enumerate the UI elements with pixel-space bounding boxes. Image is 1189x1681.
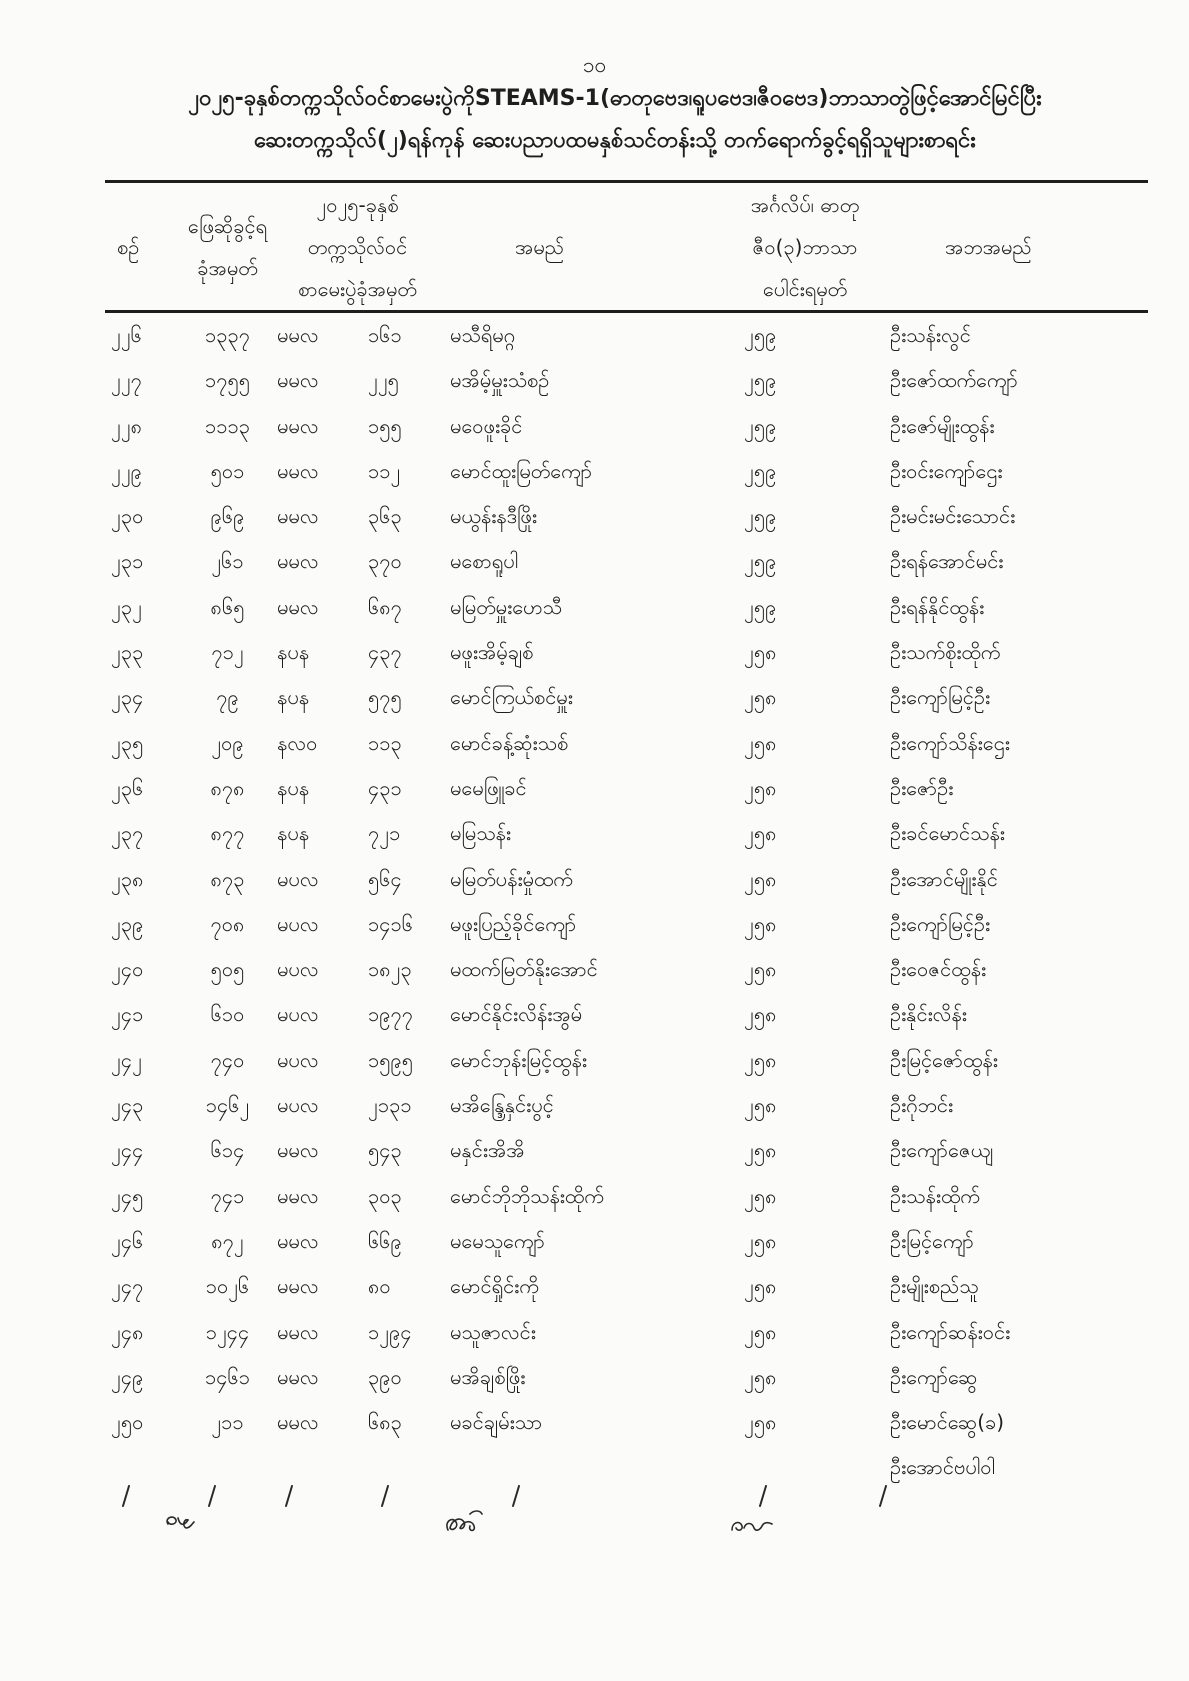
row-exam-center-code: မပလ <box>277 1002 319 1027</box>
header-serial-number-label: စဉ် <box>117 234 140 259</box>
row-serial-number: ၂၃၁ <box>111 549 144 574</box>
row-father-name: ဦးဝင်းကျော်ဌေး <box>890 458 1003 483</box>
row-roll-number: ၈၆၅ <box>210 594 245 619</box>
row-exam-center-code: မမလ <box>277 458 319 483</box>
row-exam-seat-number: ၈၀ <box>368 1274 391 1299</box>
row-exam-center-code: မပလ <box>277 1093 319 1118</box>
row-father-name: ဦးမင်းမင်းသောင်း <box>890 504 1016 529</box>
row-roll-number: ၂၀၉ <box>211 730 244 755</box>
row-total-score: ၂၅၈ <box>744 1138 777 1163</box>
row-exam-seat-number: ၅၄၃ <box>368 1138 402 1163</box>
table-row <box>105 585 1148 630</box>
row-exam-center-code: မမလ <box>277 323 319 347</box>
row-student-name: မမေသူကျော် <box>450 1228 545 1253</box>
row-exam-seat-number: ၁၅၅ <box>368 413 402 438</box>
row-father-name: ဦးဇော်ထက်ကျော် <box>890 368 1018 393</box>
row-total-score: ၂၅၈ <box>744 866 777 891</box>
row-student-name: မသီရိမဂ္ဂ <box>450 323 516 347</box>
row-roll-number: ၅၀၁ <box>210 458 245 483</box>
row-student-name: မောင်ကြယ်စင်မှူး <box>450 685 573 710</box>
row-serial-number: ၂၄၀ <box>111 957 144 982</box>
row-student-name: မဝေဖူးခိုင် <box>450 413 523 438</box>
row-exam-center-code: မမလ <box>277 594 319 619</box>
table-row <box>105 947 1148 992</box>
table-body <box>105 313 1148 1490</box>
header-serial-number <box>105 183 180 310</box>
row-father-name: ဦးကျော်ဇေယျ <box>890 1138 994 1163</box>
table-row <box>105 1219 1148 1264</box>
row-father-name: ဦးမြင့်ကျော် <box>890 1228 974 1253</box>
page-number: ၁၀ <box>582 53 607 77</box>
row-serial-number: ၂၄၇ <box>111 1274 144 1299</box>
header-exam-seat-number <box>275 183 440 310</box>
row-father-alias-line: ဦးအောင်ဗပါဝါ <box>890 1455 995 1480</box>
row-roll-number: ၇၁၂ <box>211 640 244 665</box>
row-exam-seat-number: ၁၄၁၆ <box>368 911 413 936</box>
row-student-name: မမေဖြူခင် <box>450 775 527 800</box>
header-total-score-line: ပေါင်းရမှတ် <box>762 276 848 301</box>
document-title-line-2: ဆေးတက္ကသိုလ်(၂)ရန်ကုန် ဆေးပညာပထမနှစ်သင်တန်းသို့ တက်ရောက်ခွင့်ရရှိသူများစာရင်း <box>254 128 976 153</box>
table-row <box>105 1174 1148 1219</box>
row-exam-seat-number: ၁၈၂၃ <box>368 957 412 982</box>
row-exam-seat-number: ၆၈၃ <box>368 1410 402 1435</box>
header-total-score <box>730 183 880 310</box>
row-roll-number: ၈၇၇ <box>210 821 245 846</box>
row-serial-number: ၂၅၀ <box>111 1410 144 1435</box>
row-serial-number: ၂၄၄ <box>111 1138 144 1163</box>
row-total-score: ၂၅၈ <box>744 1183 777 1208</box>
row-father-name: ဦးသန်းထိုက် <box>890 1183 980 1208</box>
row-exam-seat-number: ၆၆၉ <box>368 1228 402 1253</box>
row-serial-number: ၂၂၈ <box>111 413 143 438</box>
row-father-name <box>880 1400 1148 1490</box>
row-student-name: မခင်ချမ်းသာ <box>450 1410 543 1435</box>
row-exam-center-code: နပန <box>277 775 310 800</box>
table-row <box>105 539 1148 584</box>
row-serial-number: ၂၂၉ <box>111 458 142 483</box>
row-serial-number: ၂၂၇ <box>111 368 142 393</box>
row-student-name: မောင်ရှိုင်းကို <box>450 1274 539 1299</box>
table-row <box>105 1038 1148 1083</box>
row-exam-seat-number: ၁၅၉၅ <box>368 1047 413 1072</box>
row-student-name: မထက်မြတ်နိုးအောင် <box>450 957 598 982</box>
table-row <box>105 721 1148 766</box>
row-father-name: ဦးကျော်ဆွေ <box>890 1364 978 1389</box>
row-exam-seat-number: ၁၉၇၇ <box>368 1002 413 1027</box>
row-exam-seat-number: ၅၆၄ <box>368 866 402 891</box>
table-row <box>105 1355 1148 1400</box>
row-student-name: မောင်နိုင်းလိန်းအွမ် <box>450 1002 583 1027</box>
table-row <box>105 675 1148 720</box>
row-exam-seat-number: ၁၁၃ <box>368 730 402 755</box>
row-serial-number: ၂၄၈ <box>111 1319 144 1344</box>
row-exam-center-code: မပလ <box>277 957 319 982</box>
row-roll-number: ၆၁၄ <box>210 1138 245 1163</box>
row-exam-center-code: မပလ <box>277 866 319 891</box>
row-serial-number: ၂၂၆ <box>111 323 142 347</box>
row-father-name: ဦးဇော်မျိုးထွန်း <box>890 413 995 438</box>
row-serial-number: ၂၄၂ <box>111 1047 142 1072</box>
row-student-name: မအိန္ဒြေနှင်းပွင့် <box>450 1093 554 1118</box>
row-student-name: မောင်ဘုန်းမြင့်ထွန်း <box>450 1047 587 1072</box>
row-roll-number: ၁၄၆၂ <box>205 1093 250 1118</box>
table-row <box>105 358 1148 403</box>
row-total-score: ၂၅၈ <box>744 1228 777 1253</box>
row-roll-number: ၇၀၈ <box>210 911 245 936</box>
row-roll-number: ၂၁၁ <box>211 1410 244 1435</box>
table-row <box>105 1310 1148 1355</box>
row-exam-seat-number: ၃၆၃ <box>368 504 402 529</box>
handwritten-signature <box>447 1511 482 1531</box>
row-total-score: ၂၅၈ <box>744 821 777 846</box>
header-exam-seat-line: ၂၀၂၅-ခုနှစ် <box>316 192 399 217</box>
row-student-name: မသူဇာလင်း <box>450 1319 536 1344</box>
row-roll-number: ၆၁၀ <box>210 1002 245 1027</box>
table-row <box>105 313 1148 358</box>
row-serial-number: ၂၃၃ <box>111 640 144 665</box>
header-total-score-line: အင်္ဂလိပ်၊ ဓာတု <box>750 192 860 217</box>
row-exam-seat-number: ၁၆၁ <box>368 323 402 347</box>
row-father-name: ဦးဝေဇင်ထွန်း <box>890 957 987 982</box>
row-serial-number: ၂၄၆ <box>111 1228 144 1253</box>
table-row <box>105 1264 1148 1309</box>
row-exam-seat-number: ၃၇၀ <box>368 549 402 574</box>
header-exam-seat-line: တက္ကသိုလ်ဝင် <box>307 234 408 259</box>
row-total-score: ၂၅၈ <box>744 1319 777 1344</box>
row-total-score: ၂၅၉ <box>744 594 777 619</box>
row-total-score: ၂၅၈ <box>744 1047 777 1072</box>
row-total-score: ၂၅၈ <box>744 1002 777 1027</box>
row-roll-number: ၇၉ <box>216 685 239 710</box>
header-roll-number-line: ခုံအမှတ် <box>197 255 258 280</box>
table-row <box>105 404 1148 449</box>
row-exam-seat-number: ၁၁၂ <box>368 458 401 483</box>
check-mark-slash <box>209 1486 215 1506</box>
row-exam-center-code: နပန <box>277 640 310 665</box>
row-roll-number: ၁၃၃၇ <box>205 323 250 347</box>
signature-marks <box>0 1478 1189 1558</box>
table-row <box>105 449 1148 494</box>
row-father-name: ဦးအောင်မျိုးနိုင် <box>890 866 998 891</box>
row-father-name: ဦးကျော်မြင့်ဦး <box>890 911 991 936</box>
table-header <box>105 180 1148 313</box>
row-serial-number: ၂၃၆ <box>111 775 144 800</box>
table-row <box>105 992 1148 1037</box>
header-name <box>440 183 730 310</box>
row-serial-number: ၂၃၇ <box>111 821 144 846</box>
row-serial-number: ၂၄၅ <box>111 1183 144 1208</box>
table-row <box>105 1400 1148 1490</box>
row-serial-number: ၂၄၃ <box>111 1093 144 1118</box>
row-exam-seat-number: ၄၃၇ <box>368 640 402 665</box>
check-mark-slash <box>286 1486 292 1506</box>
row-roll-number: ၅၀၅ <box>210 957 245 982</box>
row-student-name: မောင်ဘိုဘိုသန်းထိုက် <box>450 1183 604 1208</box>
table-row <box>105 902 1148 947</box>
row-father-name: ဦးဂိုဘင်း <box>890 1093 954 1118</box>
row-father-name: ဦးမျိုးစည်သူ <box>890 1274 979 1299</box>
row-father-name: ဦးသက်စိုးထိုက် <box>890 640 1001 665</box>
row-serial-number: ၂၄၉ <box>111 1364 144 1389</box>
row-total-score: ၂၅၈ <box>744 775 777 800</box>
row-serial-number: ၂၄၁ <box>111 1002 144 1027</box>
row-exam-center-code: မမလ <box>277 1410 319 1435</box>
table-row <box>105 630 1148 675</box>
row-exam-center-code: နလဝ <box>277 730 318 755</box>
row-roll-number: ၁၀၂၆ <box>205 1274 250 1299</box>
row-roll-number: ၈၇၂ <box>211 1228 244 1253</box>
row-total-score: ၂၅၈ <box>744 685 777 710</box>
row-exam-center-code: နပန <box>277 821 310 846</box>
row-student-name: မအိချစ်ဖြိုး <box>450 1364 526 1389</box>
row-exam-center-code: နပန <box>277 685 310 710</box>
row-total-score: ၂၅၈ <box>744 730 777 755</box>
row-exam-center-code: မမလ <box>277 368 319 393</box>
row-exam-seat-number: ၁၂၉၄ <box>368 1319 412 1344</box>
row-total-score: ၂၅၉ <box>744 458 777 483</box>
table-row <box>105 766 1148 811</box>
check-mark-slash <box>513 1486 519 1506</box>
row-exam-center-code: မမလ <box>277 413 319 438</box>
row-student-name: မစောရူပါ <box>450 549 519 574</box>
table-row <box>105 811 1148 856</box>
row-total-score: ၂၅၈ <box>744 911 777 936</box>
row-father-name: ဦးနိုင်းလိန်း <box>890 1002 967 1027</box>
row-exam-seat-number: ၅၇၅ <box>368 685 402 710</box>
row-exam-center-code: မမလ <box>277 504 319 529</box>
row-father-name: ဦးရန်အောင်မင်း <box>890 549 1004 574</box>
row-exam-seat-number: ၂၂၅ <box>368 368 399 393</box>
row-student-name: မမြတ်မှူးဟေသီ <box>450 594 562 619</box>
row-roll-number: ၇၄၁ <box>210 1183 245 1208</box>
row-total-score: ၂၅၉ <box>744 549 777 574</box>
row-roll-number: ၁၂၄၄ <box>205 1319 250 1344</box>
row-student-name: မဖူးအိမ့်ချစ် <box>450 640 534 665</box>
row-roll-number: ၈၇၃ <box>210 866 245 891</box>
header-name-label: အမည် <box>515 234 565 259</box>
row-exam-center-code: မမလ <box>277 549 319 574</box>
row-roll-number: ၁၄၆၁ <box>205 1364 250 1389</box>
row-exam-center-code: မမလ <box>277 1183 319 1208</box>
row-serial-number: ၂၃၄ <box>111 685 144 710</box>
row-father-name-line: ဦးမောင်ဆွေ(ခ) <box>890 1410 1005 1435</box>
row-total-score: ၂၅၈ <box>744 1093 777 1118</box>
handwritten-initials <box>167 1517 194 1528</box>
row-total-score: ၂၅၈ <box>744 640 777 665</box>
row-exam-center-code: မမလ <box>277 1274 319 1299</box>
row-student-name: မအိမ့်မှူးသံစဉ် <box>450 368 550 393</box>
row-total-score: ၂၅၉ <box>744 368 777 393</box>
row-father-name: ဦးဇော်ဦး <box>890 775 954 800</box>
row-exam-seat-number: ၄၃၁ <box>368 775 402 800</box>
header-father-name-label: အဘအမည် <box>945 234 1032 259</box>
header-roll-number-line: ဖြေဆိုခွင့်ရ <box>187 213 268 238</box>
row-student-name: မနှင်းအိအိ <box>450 1138 525 1163</box>
row-student-name: မဖူးပြည့်ခိုင်ကျော် <box>450 911 577 936</box>
row-exam-center-code: မမလ <box>277 1364 319 1389</box>
row-student-name: မောင်ခန့်ဆုံးသစ် <box>450 730 569 755</box>
row-serial-number: ၂၃၀ <box>111 504 144 529</box>
row-total-score: ၂၅၈ <box>744 957 777 982</box>
row-exam-seat-number: ၃၀၃ <box>368 1183 402 1208</box>
row-father-name: ဦးခင်မောင်သန်း <box>890 821 1005 846</box>
row-total-score: ၂၅၈ <box>744 1274 777 1299</box>
row-total-score: ၂၅၉ <box>744 504 777 529</box>
handwritten-initials <box>732 1523 772 1531</box>
row-student-name: မောင်ထူးမြတ်ကျော် <box>450 458 593 483</box>
row-exam-seat-number: ၂၁၃၁ <box>368 1093 412 1118</box>
row-roll-number: ၇၄၀ <box>210 1047 245 1072</box>
table-row <box>105 857 1148 902</box>
row-student-name: မမြတ်ပန်းမှုံထက် <box>450 866 573 891</box>
row-exam-seat-number: ၇၂၁ <box>368 821 401 846</box>
row-father-name: ဦးကျော်မြင့်ဦး <box>890 685 991 710</box>
row-total-score: ၂၅၈ <box>744 1410 777 1435</box>
admission-list-table <box>105 180 1148 1490</box>
header-father-name <box>880 183 1148 310</box>
table-row <box>105 1128 1148 1173</box>
row-exam-center-code: မမလ <box>277 1138 319 1163</box>
row-serial-number: ၂၃၉ <box>111 911 144 936</box>
header-total-score-line: ဇီဝ(၃)ဘာသာ <box>752 234 858 259</box>
row-serial-number: ၂၃၈ <box>111 866 144 891</box>
check-mark-slash <box>880 1486 886 1506</box>
document-title-line-1: ၂၀၂၅-ခုနှစ်တက္ကသိုလ်ဝင်စာမေးပွဲကိုSTEAMS-1(ဓာတုဗေဒ၊ရူပဗေဒ၊ဇီဝဗေဒ)ဘာသာတွဲဖြင့်အောင်မြင်ပြီး <box>188 86 1042 111</box>
header-roll-number <box>180 183 275 310</box>
row-total-score: ၂၅၉ <box>744 413 777 438</box>
row-exam-center-code: မမလ <box>277 1319 319 1344</box>
row-exam-seat-number: ၃၉၀ <box>368 1364 402 1389</box>
row-roll-number: ၁၁၁၃ <box>205 413 250 438</box>
row-exam-seat-number: ၆၈၇ <box>368 594 402 619</box>
row-roll-number: ၁၇၅၅ <box>205 368 250 393</box>
row-father-name: ဦးမြင့်ဇော်ထွန်း <box>890 1047 998 1072</box>
row-father-name: ဦးကျော်သိန်းဌေး <box>890 730 1010 755</box>
check-mark-slash <box>123 1486 129 1506</box>
row-roll-number: ၉၆၉ <box>210 504 245 529</box>
row-father-name: ဦးသန်းလွင် <box>890 323 971 347</box>
row-student-name: မမြသန်း <box>450 821 511 846</box>
row-exam-center-code: မပလ <box>277 1047 319 1072</box>
row-father-name: ဦးကျော်ဆန်းဝင်း <box>890 1319 1011 1344</box>
table-row <box>105 1083 1148 1128</box>
check-mark-slash <box>760 1486 766 1506</box>
table-row <box>105 494 1148 539</box>
row-total-score: ၂၅၈ <box>744 1364 777 1389</box>
check-mark-slash <box>382 1486 388 1506</box>
row-father-name: ဦးရန်နိုင်ထွန်း <box>890 594 985 619</box>
row-exam-center-code: မမလ <box>277 1228 319 1253</box>
row-total-score: ၂၅၉ <box>744 323 777 347</box>
row-roll-number: ၈၇၈ <box>210 775 245 800</box>
row-serial-number: ၂၃၂ <box>111 594 142 619</box>
header-exam-seat-line: စာမေးပွဲခုံအမှတ် <box>298 276 417 301</box>
row-student-name: မယွန်းနဒီဖြိုး <box>450 504 537 529</box>
row-roll-number: ၂၆၁ <box>211 549 244 574</box>
row-serial-number: ၂၃၅ <box>111 730 144 755</box>
row-exam-center-code: မပလ <box>277 911 319 936</box>
